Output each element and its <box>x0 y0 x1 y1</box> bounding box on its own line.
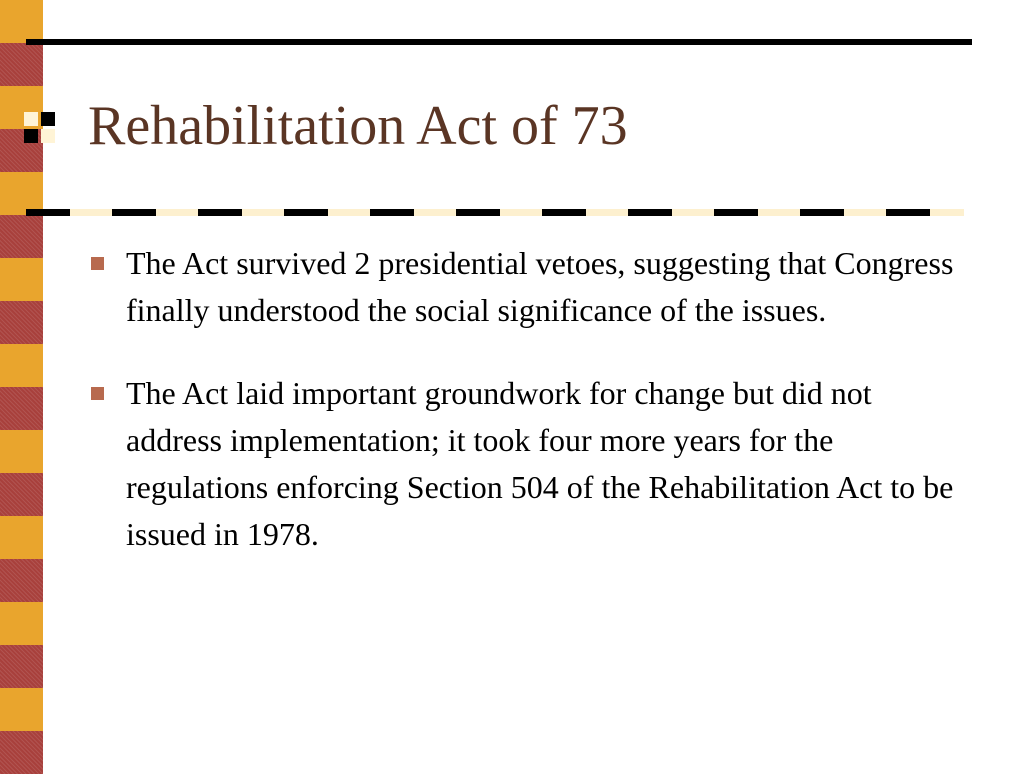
bullet-list <box>88 240 958 594</box>
square-bullet-icon <box>91 387 104 400</box>
stripe-block <box>0 258 43 301</box>
stripe-block <box>0 43 43 86</box>
stripe-block <box>0 301 43 344</box>
stripe-block <box>0 645 43 688</box>
bullet-text: The Act laid important groundwork for change but did not address implementation; it took four more years for the regulations enforcing Section 504 of the Rehabilitation Act to be issued in 1978. <box>126 375 954 552</box>
stripe-block <box>0 0 43 43</box>
square-bullet-icon <box>91 257 104 270</box>
title-checker-icon <box>24 112 58 146</box>
stripe-block <box>0 430 43 473</box>
stripe-block <box>0 516 43 559</box>
stripe-block <box>0 387 43 430</box>
slide-title: Rehabilitation Act of 73 <box>88 95 628 157</box>
dashed-divider <box>26 209 964 216</box>
stripe-block <box>0 688 43 731</box>
stripe-block <box>0 215 43 258</box>
bullet-text: The Act survived 2 presidential vetoes, suggesting that Congress finally understood the social significance of the issues. <box>126 245 954 328</box>
stripe-block <box>0 559 43 602</box>
stripe-block <box>0 473 43 516</box>
stripe-block <box>0 344 43 387</box>
list-item <box>88 370 958 558</box>
stripe-block <box>0 602 43 645</box>
list-item <box>88 240 958 334</box>
top-rule <box>26 39 972 45</box>
